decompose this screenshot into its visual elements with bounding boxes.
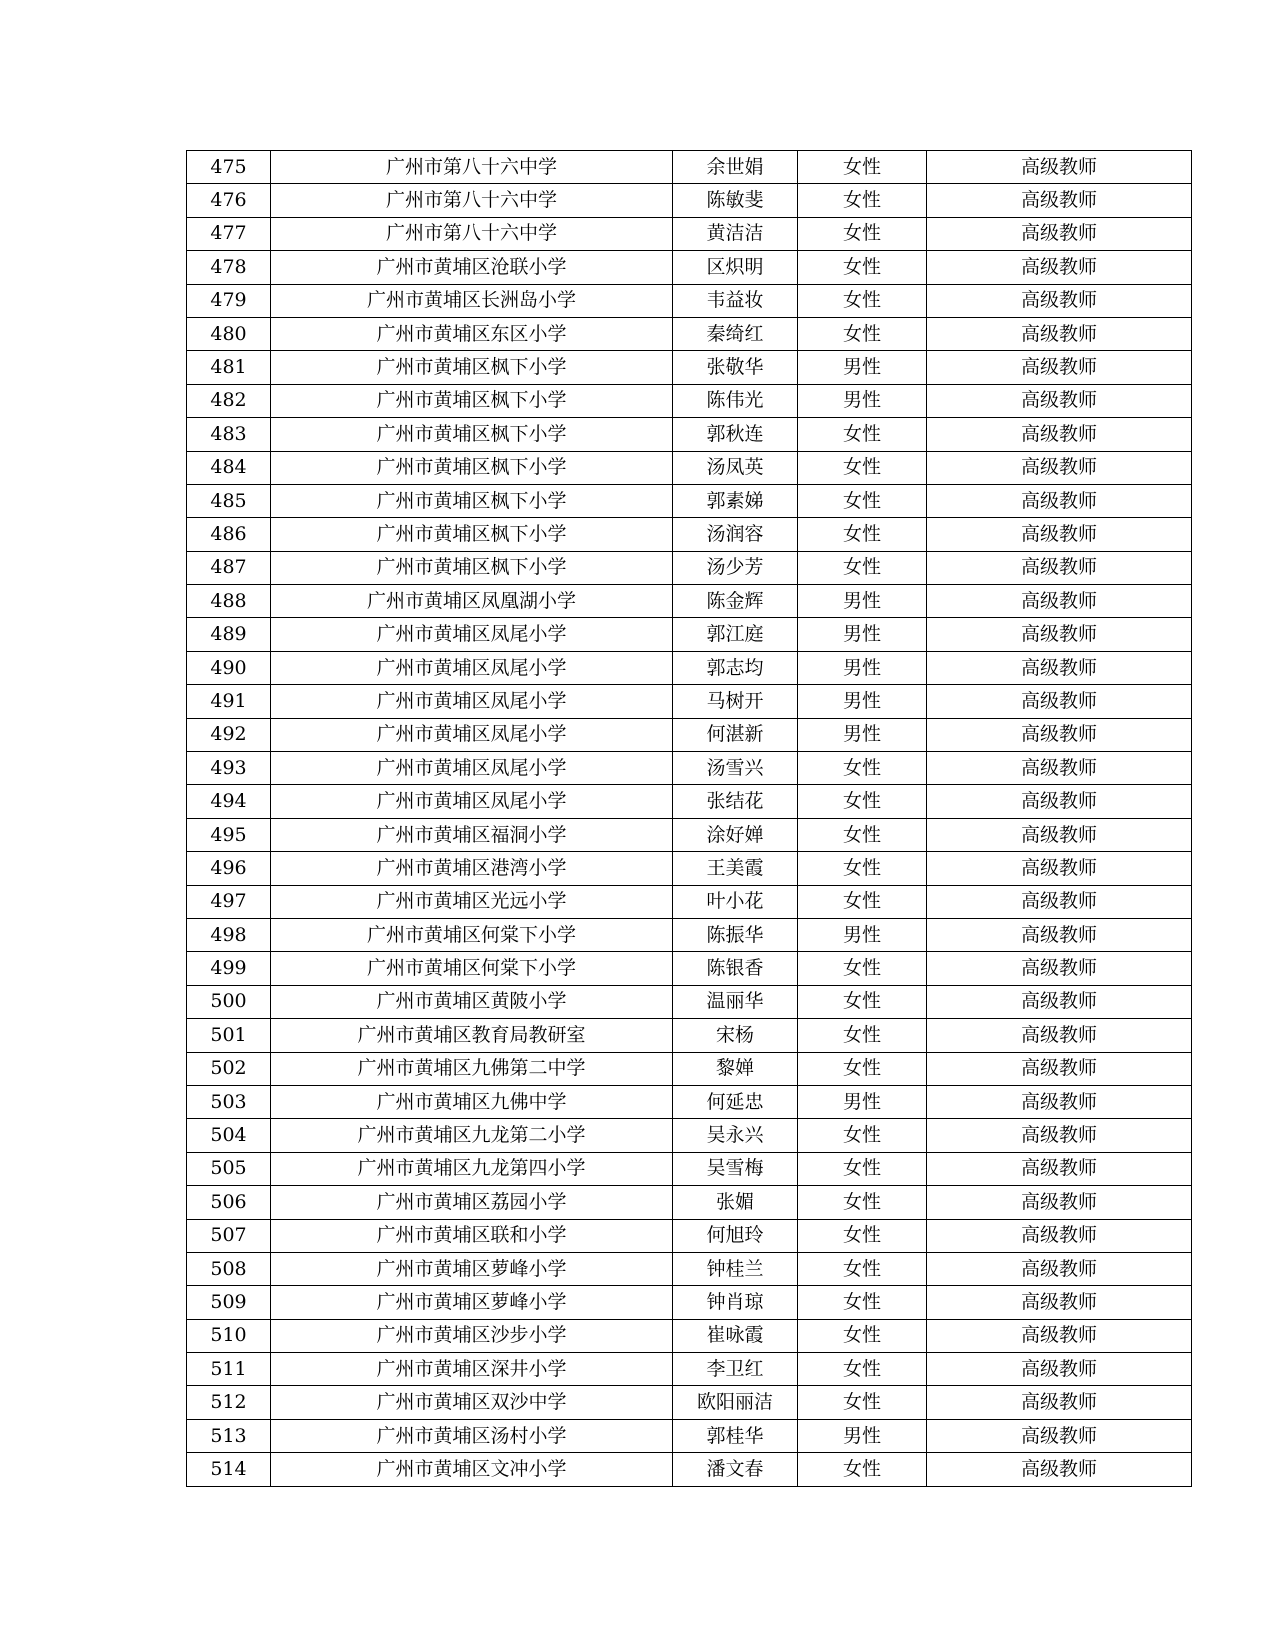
school-cell: 广州市第八十六中学 — [271, 217, 673, 250]
table-row — [187, 1085, 1192, 1118]
teacher-name-cell: 涂好婵 — [673, 818, 798, 851]
title-cell: 高级教师 — [927, 284, 1192, 317]
row-number-cell: 489 — [187, 618, 271, 651]
row-number-cell: 480 — [187, 317, 271, 350]
table-row — [187, 184, 1192, 217]
table-row — [187, 752, 1192, 785]
teacher-name-cell: 钟肖琼 — [673, 1286, 798, 1319]
teacher-name-cell: 王美霞 — [673, 852, 798, 885]
gender-cell: 女性 — [798, 885, 927, 918]
row-number-cell: 485 — [187, 484, 271, 517]
gender-cell: 男性 — [798, 718, 927, 751]
school-cell: 广州市黄埔区沧联小学 — [271, 251, 673, 284]
row-number-cell: 499 — [187, 952, 271, 985]
teacher-name-cell: 汤凤英 — [673, 451, 798, 484]
teacher-name-cell: 黎婵 — [673, 1052, 798, 1085]
gender-cell: 女性 — [798, 852, 927, 885]
row-number-cell: 507 — [187, 1219, 271, 1252]
gender-cell: 女性 — [798, 1319, 927, 1352]
row-number-cell: 493 — [187, 752, 271, 785]
school-cell: 广州市黄埔区荔园小学 — [271, 1186, 673, 1219]
title-cell: 高级教师 — [927, 1052, 1192, 1085]
school-cell: 广州市黄埔区港湾小学 — [271, 852, 673, 885]
teacher-name-cell: 何湛新 — [673, 718, 798, 751]
table-row — [187, 384, 1192, 417]
gender-cell: 女性 — [798, 151, 927, 184]
row-number-cell: 490 — [187, 651, 271, 684]
title-cell: 高级教师 — [927, 918, 1192, 951]
school-cell: 广州市第八十六中学 — [271, 184, 673, 217]
table-row — [187, 1252, 1192, 1285]
row-number-cell: 492 — [187, 718, 271, 751]
gender-cell: 女性 — [798, 1152, 927, 1185]
teacher-name-cell: 陈振华 — [673, 918, 798, 951]
teacher-name-cell: 吴雪梅 — [673, 1152, 798, 1185]
title-cell: 高级教师 — [927, 151, 1192, 184]
table-row — [187, 451, 1192, 484]
table-row — [187, 284, 1192, 317]
row-number-cell: 505 — [187, 1152, 271, 1185]
teacher-name-cell: 陈银香 — [673, 952, 798, 985]
school-cell: 广州市黄埔区凤尾小学 — [271, 752, 673, 785]
table-row — [187, 1286, 1192, 1319]
table-row — [187, 651, 1192, 684]
teacher-name-cell: 何延忠 — [673, 1085, 798, 1118]
row-number-cell: 478 — [187, 251, 271, 284]
gender-cell: 女性 — [798, 1286, 927, 1319]
school-cell: 广州市黄埔区东区小学 — [271, 317, 673, 350]
title-cell: 高级教师 — [927, 317, 1192, 350]
title-cell: 高级教师 — [927, 484, 1192, 517]
title-cell: 高级教师 — [927, 718, 1192, 751]
row-number-cell: 511 — [187, 1353, 271, 1386]
gender-cell: 女性 — [798, 1186, 927, 1219]
gender-cell: 女性 — [798, 1019, 927, 1052]
table-row — [187, 151, 1192, 184]
table-row — [187, 1453, 1192, 1486]
teacher-name-cell: 陈伟光 — [673, 384, 798, 417]
gender-cell: 男性 — [798, 651, 927, 684]
title-cell: 高级教师 — [927, 852, 1192, 885]
data-table — [186, 150, 1192, 1487]
table-row — [187, 484, 1192, 517]
title-cell: 高级教师 — [927, 1119, 1192, 1152]
gender-cell: 男性 — [798, 1419, 927, 1452]
row-number-cell: 483 — [187, 418, 271, 451]
teacher-name-cell: 陈敏斐 — [673, 184, 798, 217]
title-cell: 高级教师 — [927, 251, 1192, 284]
gender-cell: 男性 — [798, 1085, 927, 1118]
teacher-name-cell: 崔咏霞 — [673, 1319, 798, 1352]
gender-cell: 女性 — [798, 317, 927, 350]
teacher-name-cell: 汤雪兴 — [673, 752, 798, 785]
school-cell: 广州市黄埔区何棠下小学 — [271, 952, 673, 985]
teacher-name-cell: 陈金辉 — [673, 585, 798, 618]
teacher-name-cell: 郭秋连 — [673, 418, 798, 451]
table-row — [187, 1419, 1192, 1452]
table-row — [187, 1119, 1192, 1152]
school-cell: 广州市黄埔区文冲小学 — [271, 1453, 673, 1486]
school-cell: 广州市黄埔区枫下小学 — [271, 384, 673, 417]
table-row — [187, 585, 1192, 618]
table-row — [187, 685, 1192, 718]
title-cell: 高级教师 — [927, 1286, 1192, 1319]
gender-cell: 女性 — [798, 985, 927, 1018]
gender-cell: 女性 — [798, 484, 927, 517]
gender-cell: 女性 — [798, 251, 927, 284]
teacher-name-cell: 李卫红 — [673, 1353, 798, 1386]
table-row — [187, 317, 1192, 350]
teacher-name-cell: 温丽华 — [673, 985, 798, 1018]
title-cell: 高级教师 — [927, 518, 1192, 551]
row-number-cell: 494 — [187, 785, 271, 818]
title-cell: 高级教师 — [927, 685, 1192, 718]
title-cell: 高级教师 — [927, 551, 1192, 584]
row-number-cell: 501 — [187, 1019, 271, 1052]
title-cell: 高级教师 — [927, 1019, 1192, 1052]
gender-cell: 女性 — [798, 785, 927, 818]
gender-cell: 女性 — [798, 952, 927, 985]
gender-cell: 女性 — [798, 284, 927, 317]
row-number-cell: 481 — [187, 351, 271, 384]
table-row — [187, 918, 1192, 951]
school-cell: 广州市黄埔区凤尾小学 — [271, 685, 673, 718]
table-row — [187, 1319, 1192, 1352]
title-cell: 高级教师 — [927, 451, 1192, 484]
table-row — [187, 1186, 1192, 1219]
table-row — [187, 1152, 1192, 1185]
teacher-name-cell: 黄洁洁 — [673, 217, 798, 250]
teacher-name-cell: 余世娟 — [673, 151, 798, 184]
title-cell: 高级教师 — [927, 785, 1192, 818]
gender-cell: 女性 — [798, 1219, 927, 1252]
teacher-name-cell: 区炽明 — [673, 251, 798, 284]
row-number-cell: 476 — [187, 184, 271, 217]
row-number-cell: 500 — [187, 985, 271, 1018]
title-cell: 高级教师 — [927, 1186, 1192, 1219]
school-cell: 广州市黄埔区光远小学 — [271, 885, 673, 918]
row-number-cell: 496 — [187, 852, 271, 885]
table-row — [187, 618, 1192, 651]
table-row — [187, 217, 1192, 250]
row-number-cell: 488 — [187, 585, 271, 618]
title-cell: 高级教师 — [927, 1085, 1192, 1118]
school-cell: 广州市黄埔区凤尾小学 — [271, 618, 673, 651]
table-row — [187, 351, 1192, 384]
row-number-cell: 503 — [187, 1085, 271, 1118]
title-cell: 高级教师 — [927, 885, 1192, 918]
school-cell: 广州市黄埔区凤尾小学 — [271, 651, 673, 684]
school-cell: 广州市黄埔区九佛第二中学 — [271, 1052, 673, 1085]
teacher-name-cell: 张敬华 — [673, 351, 798, 384]
title-cell: 高级教师 — [927, 1152, 1192, 1185]
title-cell: 高级教师 — [927, 818, 1192, 851]
school-cell: 广州市黄埔区福洞小学 — [271, 818, 673, 851]
gender-cell: 女性 — [798, 217, 927, 250]
gender-cell: 男性 — [798, 685, 927, 718]
row-number-cell: 487 — [187, 551, 271, 584]
teacher-name-cell: 吴永兴 — [673, 1119, 798, 1152]
table-row — [187, 551, 1192, 584]
school-cell: 广州市黄埔区九龙第四小学 — [271, 1152, 673, 1185]
table-row — [187, 251, 1192, 284]
school-cell: 广州市黄埔区萝峰小学 — [271, 1286, 673, 1319]
teacher-name-cell: 汤润容 — [673, 518, 798, 551]
table-row — [187, 818, 1192, 851]
gender-cell: 女性 — [798, 451, 927, 484]
gender-cell: 女性 — [798, 418, 927, 451]
table-row — [187, 1019, 1192, 1052]
teacher-name-cell: 郭江庭 — [673, 618, 798, 651]
title-cell: 高级教师 — [927, 384, 1192, 417]
table-row — [187, 418, 1192, 451]
school-cell: 广州市黄埔区黄陂小学 — [271, 985, 673, 1018]
gender-cell: 男性 — [798, 918, 927, 951]
row-number-cell: 475 — [187, 151, 271, 184]
table-row — [187, 1353, 1192, 1386]
title-cell: 高级教师 — [927, 585, 1192, 618]
teacher-name-cell: 潘文春 — [673, 1453, 798, 1486]
gender-cell: 男性 — [798, 618, 927, 651]
gender-cell: 女性 — [798, 1453, 927, 1486]
teacher-name-cell: 张媚 — [673, 1186, 798, 1219]
title-cell: 高级教师 — [927, 752, 1192, 785]
title-cell: 高级教师 — [927, 1252, 1192, 1285]
school-cell: 广州市黄埔区枫下小学 — [271, 451, 673, 484]
school-cell: 广州市黄埔区联和小学 — [271, 1219, 673, 1252]
gender-cell: 女性 — [798, 518, 927, 551]
school-cell: 广州市黄埔区凤凰湖小学 — [271, 585, 673, 618]
school-cell: 广州市黄埔区萝峰小学 — [271, 1252, 673, 1285]
row-number-cell: 513 — [187, 1419, 271, 1452]
title-cell: 高级教师 — [927, 1319, 1192, 1352]
row-number-cell: 498 — [187, 918, 271, 951]
school-cell: 广州市黄埔区枫下小学 — [271, 484, 673, 517]
school-cell: 广州市黄埔区枫下小学 — [271, 418, 673, 451]
title-cell: 高级教师 — [927, 217, 1192, 250]
teacher-name-cell: 郭志均 — [673, 651, 798, 684]
school-cell: 广州市黄埔区凤尾小学 — [271, 785, 673, 818]
row-number-cell: 484 — [187, 451, 271, 484]
gender-cell: 女性 — [798, 818, 927, 851]
teacher-name-cell: 马树开 — [673, 685, 798, 718]
teacher-list-table — [186, 150, 1191, 1487]
school-cell: 广州市黄埔区汤村小学 — [271, 1419, 673, 1452]
row-number-cell: 506 — [187, 1186, 271, 1219]
table-row — [187, 952, 1192, 985]
school-cell: 广州市黄埔区枫下小学 — [271, 551, 673, 584]
gender-cell: 女性 — [798, 752, 927, 785]
gender-cell: 女性 — [798, 184, 927, 217]
table-row — [187, 1219, 1192, 1252]
table-row — [187, 1052, 1192, 1085]
table-row — [187, 885, 1192, 918]
table-row — [187, 985, 1192, 1018]
title-cell: 高级教师 — [927, 651, 1192, 684]
row-number-cell: 491 — [187, 685, 271, 718]
row-number-cell: 502 — [187, 1052, 271, 1085]
title-cell: 高级教师 — [927, 418, 1192, 451]
row-number-cell: 504 — [187, 1119, 271, 1152]
title-cell: 高级教师 — [927, 1419, 1192, 1452]
school-cell: 广州市黄埔区沙步小学 — [271, 1319, 673, 1352]
teacher-name-cell: 钟桂兰 — [673, 1252, 798, 1285]
title-cell: 高级教师 — [927, 618, 1192, 651]
school-cell: 广州市黄埔区教育局教研室 — [271, 1019, 673, 1052]
school-cell: 广州市黄埔区凤尾小学 — [271, 718, 673, 751]
row-number-cell: 495 — [187, 818, 271, 851]
title-cell: 高级教师 — [927, 184, 1192, 217]
title-cell: 高级教师 — [927, 351, 1192, 384]
title-cell: 高级教师 — [927, 1386, 1192, 1419]
row-number-cell: 509 — [187, 1286, 271, 1319]
teacher-name-cell: 汤少芳 — [673, 551, 798, 584]
table-row — [187, 852, 1192, 885]
teacher-name-cell: 韦益妆 — [673, 284, 798, 317]
row-number-cell: 510 — [187, 1319, 271, 1352]
teacher-name-cell: 郭素娣 — [673, 484, 798, 517]
gender-cell: 女性 — [798, 1119, 927, 1152]
teacher-name-cell: 何旭玲 — [673, 1219, 798, 1252]
gender-cell: 女性 — [798, 1052, 927, 1085]
school-cell: 广州市黄埔区何棠下小学 — [271, 918, 673, 951]
gender-cell: 女性 — [798, 1353, 927, 1386]
table-row — [187, 518, 1192, 551]
row-number-cell: 486 — [187, 518, 271, 551]
gender-cell: 男性 — [798, 351, 927, 384]
gender-cell: 女性 — [798, 1252, 927, 1285]
title-cell: 高级教师 — [927, 1353, 1192, 1386]
teacher-name-cell: 叶小花 — [673, 885, 798, 918]
school-cell: 广州市第八十六中学 — [271, 151, 673, 184]
school-cell: 广州市黄埔区枫下小学 — [271, 351, 673, 384]
gender-cell: 女性 — [798, 1386, 927, 1419]
school-cell: 广州市黄埔区双沙中学 — [271, 1386, 673, 1419]
table-row — [187, 718, 1192, 751]
school-cell: 广州市黄埔区九佛中学 — [271, 1085, 673, 1118]
gender-cell: 男性 — [798, 585, 927, 618]
title-cell: 高级教师 — [927, 1219, 1192, 1252]
gender-cell: 男性 — [798, 384, 927, 417]
row-number-cell: 477 — [187, 217, 271, 250]
row-number-cell: 497 — [187, 885, 271, 918]
teacher-name-cell: 欧阳丽洁 — [673, 1386, 798, 1419]
teacher-name-cell: 郭桂华 — [673, 1419, 798, 1452]
title-cell: 高级教师 — [927, 1453, 1192, 1486]
title-cell: 高级教师 — [927, 952, 1192, 985]
row-number-cell: 479 — [187, 284, 271, 317]
row-number-cell: 514 — [187, 1453, 271, 1486]
teacher-name-cell: 张结花 — [673, 785, 798, 818]
title-cell: 高级教师 — [927, 985, 1192, 1018]
row-number-cell: 482 — [187, 384, 271, 417]
teacher-name-cell: 宋杨 — [673, 1019, 798, 1052]
gender-cell: 女性 — [798, 551, 927, 584]
table-row — [187, 1386, 1192, 1419]
table-row — [187, 785, 1192, 818]
school-cell: 广州市黄埔区九龙第二小学 — [271, 1119, 673, 1152]
row-number-cell: 508 — [187, 1252, 271, 1285]
teacher-name-cell: 秦绮红 — [673, 317, 798, 350]
row-number-cell: 512 — [187, 1386, 271, 1419]
school-cell: 广州市黄埔区深井小学 — [271, 1353, 673, 1386]
table-body — [187, 151, 1192, 1487]
school-cell: 广州市黄埔区枫下小学 — [271, 518, 673, 551]
school-cell: 广州市黄埔区长洲岛小学 — [271, 284, 673, 317]
